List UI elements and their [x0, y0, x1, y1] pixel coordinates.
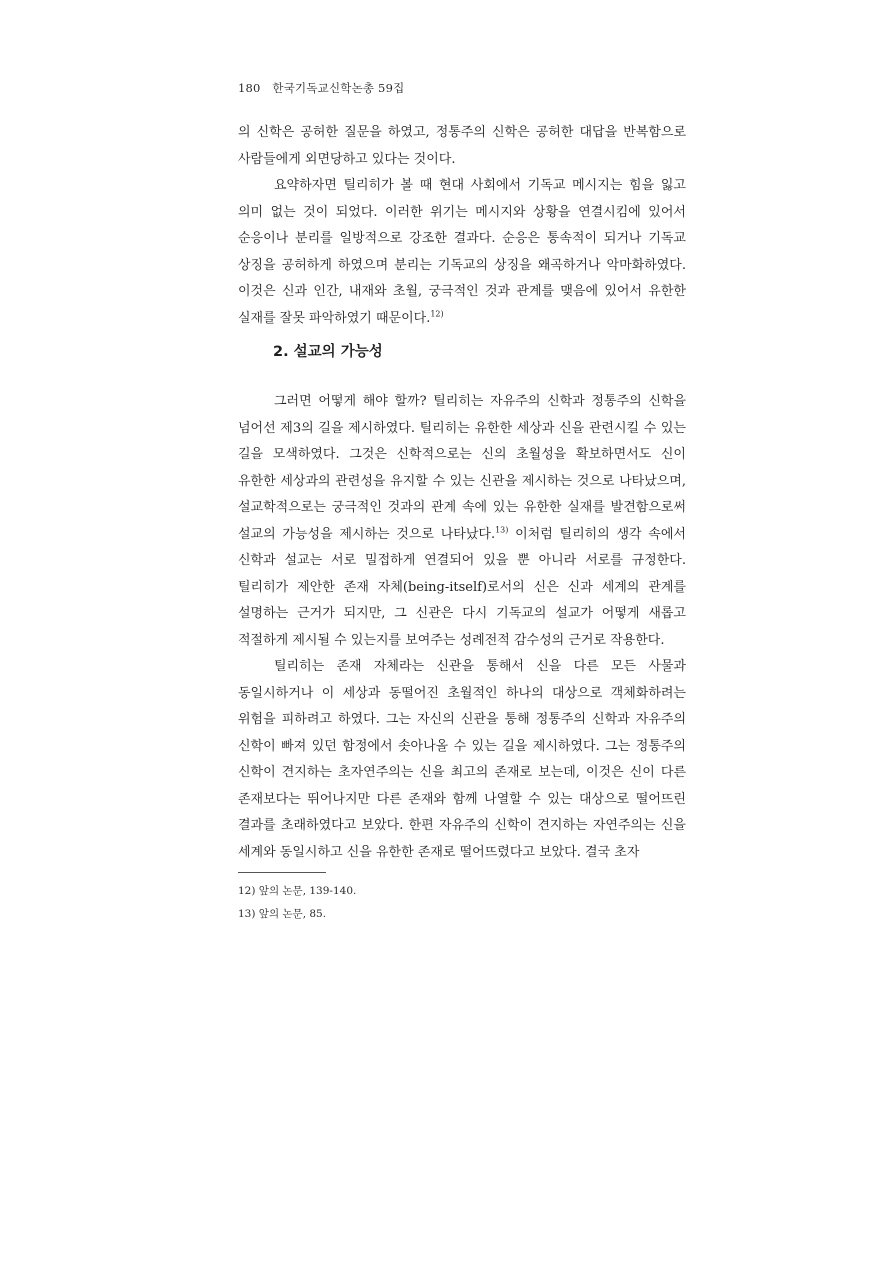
- footnote-ref-12[interactable]: 12): [430, 309, 444, 319]
- intro-text-block: [238, 120, 686, 332]
- paragraph-summary-text: 요약하자면 틸리히가 볼 때 현대 사회에서 기독교 메시지는 힘을 잃고 의미 없는 것이 되었다. 이러한 위기는 메시지와 상황을 연결시킴에 있어서 순응이나 분리를 일방적으로 강조한 결과다. 순응은 통속적이 되거나 기독교 상징을 공허하게 하였으며 분리는 기독교의 상징을 왜곡하거나 악마화하였다. 이것은 신과 인간, 내재와 초월, 궁극적인 것과 관계를 맺음에 있어서 유한한 실재를 잘못 파악하였기 때문이다.: [238, 178, 686, 326]
- paragraph-being-itself: 틸리히는 존재 자체라는 신관을 통해서 신을 다른 모든 사물과 동일시하거나 이 세상과 동떨어진 초월적인 하나의 대상으로 객체화하려는 위험을 피하려고 하였다. 그는 자신의 신관을 통해 정통주의 신학과 자유주의 신학이 빠져 있던 함정에서 솟아나올 수 있는 길을 제시하였다. 그는 정통주의 신학이 견지하는 초자연주의는 신을 최고의 존재로 보는데, 이것은 신이 다른 존재보다는 뛰어나지만 다른 존재와 함께 나열할 수 있는 대상으로 떨어뜨린 결과를 초래하였다고 보았다. 한편 자유주의 신학이 견지하는 자연주의는 신을 세계와 동일시하고 신을 유한한 존재로 떨어뜨렸다고 보았다. 결국 초자: [238, 659, 686, 860]
- section-text-block: [238, 389, 686, 866]
- footnotes: [238, 880, 356, 926]
- footnote-13: 13) 앞의 논문, 85.: [238, 908, 327, 920]
- footnote-divider: [238, 872, 326, 873]
- page-number: 180: [238, 81, 261, 95]
- running-header: [238, 80, 404, 96]
- footnote-ref-13[interactable]: 13): [495, 525, 509, 535]
- paragraph-summary: [238, 173, 686, 332]
- paragraph-third-way-part2: 이처럼 틸리히의 생각 속에서 신학과 설교는 서로 밀접하게 연결되어 있을 뿐 아니라 서로를 규정한다. 틸리히가 제안한 존재 자체(being-itself)로서의 신은 신과 세계의 관계를 설명하는 근거가 되지만, 그 신관은 다시 기독교의 설교가 어떻게 새롭고 적절하게 제시될 수 있는지를 보여주는 성례전적 감수성의 근거로 작용한다.: [238, 526, 686, 648]
- footnote-12: 12) 앞의 논문, 139-140.: [238, 885, 357, 897]
- paragraph-continuation: 의 신학은 공허한 질문을 하였고, 정통주의 신학은 공허한 대답을 반복함으로 사람들에게 외면당하고 있다는 것이다.: [238, 125, 686, 167]
- paragraph-third-way-part1: 그러면 어떻게 해야 할까? 틸리히는 자유주의 신학과 정통주의 신학을 넘어선 제3의 길을 제시하였다. 틸리히는 유한한 세상과 신을 관련시킬 수 있는 길을 모색하였다. 그것은 신학적으로는 신의 초월성을 확보하면서도 신이 유한한 세상과의 관련성을 유지할 수 있는 신관을 제시하는 것으로 나타났으며, 설교학적으로는 궁극적인 것과의 관계 속에 있는 유한한 실재를 발견함으로써 설교의 가능성을 제시하는 것으로 나타났다.: [238, 394, 686, 542]
- journal-title: 한국기독교신학논총 59집: [272, 81, 405, 95]
- paragraph-third-way: [238, 389, 686, 654]
- section-heading: 2. 설교의 가능성: [273, 344, 383, 360]
